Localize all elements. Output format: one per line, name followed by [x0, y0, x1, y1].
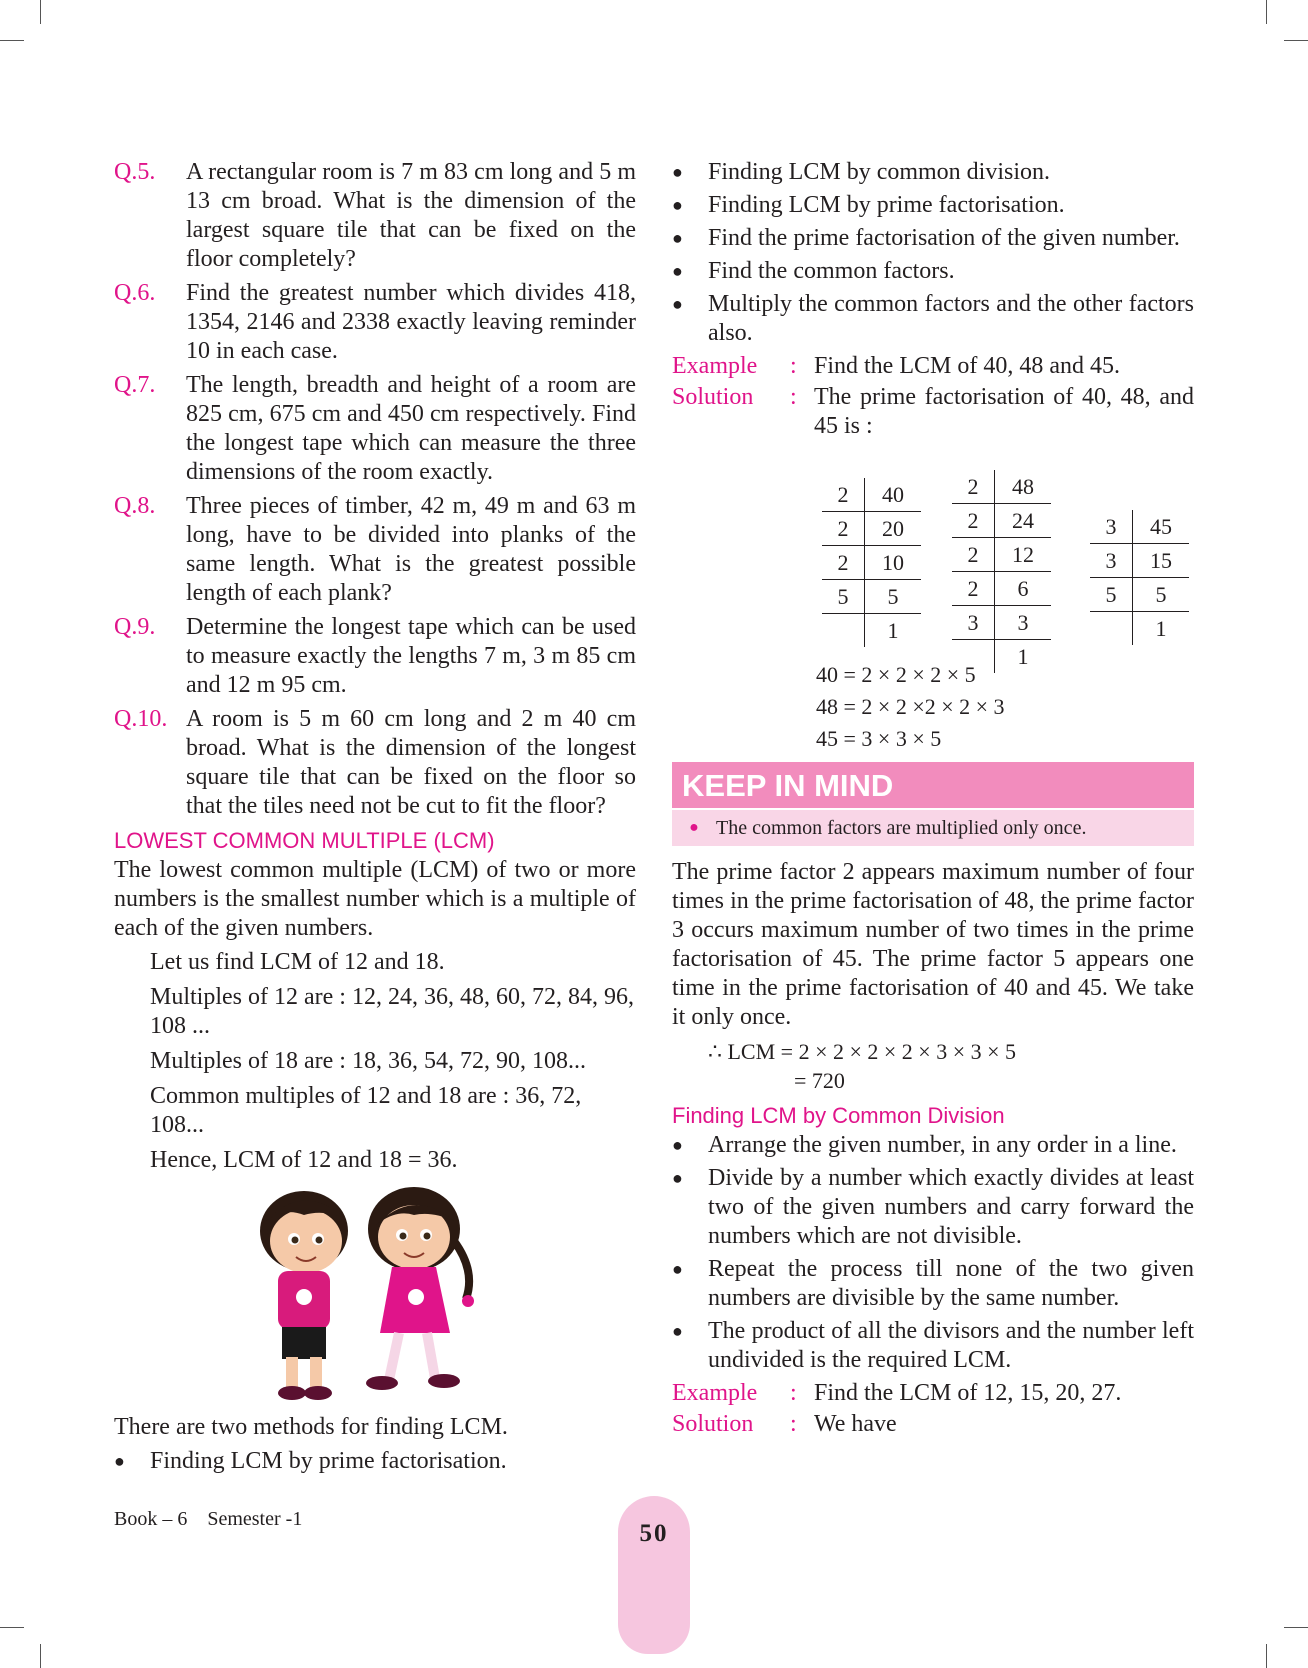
question-number: Q.10. [114, 706, 168, 732]
semester-label: Semester -1 [207, 1508, 303, 1530]
bullet-text: Find the common factors. [708, 258, 955, 284]
quotient: 3 [995, 606, 1052, 640]
factor-table-45 [1090, 510, 1189, 645]
bullet-item: ● Finding LCM by prime factorisation. [672, 191, 1194, 220]
question-number: Q.9. [114, 614, 156, 640]
quotient: 5 [1133, 578, 1190, 612]
right-column [672, 158, 1194, 1437]
quotient: 40 [865, 478, 922, 512]
divisor [1090, 612, 1133, 646]
keep-in-mind-box [672, 762, 1194, 846]
keep-in-mind-title: KEEP IN MIND [672, 762, 1194, 808]
bullet-text: Divide by a number which exactly divides at least two of the given numbers and carry forward the numbers which are not divisible. [708, 1165, 1194, 1249]
factor-table-40 [822, 478, 921, 647]
divisor: 2 [822, 546, 865, 580]
divisor: 5 [1090, 578, 1133, 612]
crop-mark [40, 1644, 41, 1668]
crop-mark [0, 40, 24, 41]
methods-intro: There are two methods for finding LCM. [114, 1414, 508, 1440]
colon: : [790, 384, 797, 410]
divisor [822, 614, 865, 648]
quotient: 45 [1133, 510, 1190, 544]
divisor: 3 [1090, 510, 1133, 544]
lcm-line: Let us find LCM of 12 and 18. [150, 949, 445, 975]
question [114, 158, 636, 274]
lcm-heading: LOWEST COMMON MULTIPLE (LCM) [114, 828, 495, 853]
bullet-item: ● Finding LCM by common division. [672, 158, 1194, 187]
crop-mark [1284, 40, 1308, 41]
lcm-line: Multiples of 18 are : 18, 36, 54, 72, 90, 108... [150, 1048, 586, 1074]
crop-mark [1284, 1627, 1308, 1628]
book-label: Book – 6 [114, 1508, 188, 1530]
divisor: 2 [952, 504, 995, 538]
crop-mark [1266, 0, 1267, 24]
question-number: Q.7. [114, 372, 156, 398]
bullet-text: The product of all the divisors and the number left undivided is the required LCM. [708, 1318, 1194, 1373]
solution-row [672, 1410, 1194, 1439]
question-text: A room is 5 m 60 cm long and 2 m 40 cm broad. What is the dimension of the longest square tile that can be fixed on the floor so that the tiles need not be cut to fit the floor? [186, 706, 636, 819]
result-line: = 720 [794, 1068, 845, 1093]
divisor: 2 [952, 572, 995, 606]
question-text: The length, breadth and height of a room are 825 cm, 675 cm and 450 cm respectively. Find the longest tape which can measure the three dimensions of the room exactly. [186, 372, 636, 485]
example-row [672, 1379, 1194, 1408]
crop-mark [1266, 1644, 1267, 1668]
bullet-item: ● Multiply the common factors and the other factors also. [672, 291, 1194, 346]
example-label: Example [672, 1380, 758, 1406]
bullet-text: Repeat the process till none of the two given numbers are divisible by the same number. [708, 1256, 1194, 1311]
solution-label: Solution [672, 1411, 754, 1437]
crop-mark [40, 0, 41, 24]
example-row [672, 352, 1194, 381]
quotient: 48 [995, 470, 1052, 504]
kids-illustration [114, 1181, 636, 1413]
solution-text: The prime factorisation of 40, 48, and 45 is : [814, 384, 1194, 439]
bullet-text: Finding LCM by common division. [708, 159, 1051, 185]
bullet-item: ● Repeat the process till none of the two given numbers are divisible by the same number. [672, 1256, 1194, 1311]
question-number: Q.6. [114, 280, 156, 306]
left-column [114, 158, 636, 1480]
example-label: Example [672, 353, 758, 379]
divisor: 2 [822, 512, 865, 546]
quotient: 12 [995, 538, 1052, 572]
equation: 40 = 2 × 2 × 2 × 5 [816, 662, 976, 687]
bullet-text: Finding LCM by prime factorisation. [708, 192, 1065, 218]
quotient: 1 [1155, 616, 1167, 641]
solution-text: We have [814, 1411, 897, 1437]
explanation-paragraph: The prime factor 2 appears maximum number of four times in the prime factorisation of 48, the prime factor 3 occurs maximum number of two times in the prime factorisation of 45. The prime factor 5 appears one time in the prime factorisation of 40 and 45. We take it only once. [672, 859, 1194, 1030]
quotient: 1 [887, 618, 899, 643]
example-text: Find the LCM of 40, 48 and 45. [814, 353, 1120, 379]
bullet-text: Arrange the given number, in any order in a line. [708, 1132, 1177, 1158]
question-number: Q.8. [114, 493, 156, 519]
question-text: Three pieces of timber, 42 m, 49 m and 63 m long, have to be divided into planks of the same length. What is the greatest possible length of each plank? [186, 493, 636, 606]
lcm-line: Hence, LCM of 12 and 18 = 36. [150, 1147, 458, 1173]
quotient: 24 [995, 504, 1052, 538]
bullet-item: ● Finding LCM by prime factorisation. [114, 1447, 636, 1476]
bullet-item: ● Divide by a number which exactly divides at least two of the given numbers and carry forward the numbers which are not divisible. [672, 1165, 1194, 1249]
question [114, 613, 636, 700]
page-number: 50 [639, 1520, 669, 1547]
bullet-text: Find the prime factorisation of the given number. [708, 225, 1180, 251]
divisor: 2 [952, 470, 995, 504]
bullet-icon: ● [689, 819, 699, 836]
quotient: 6 [995, 572, 1052, 606]
footer [114, 1508, 302, 1531]
question-number: Q.5. [114, 159, 156, 185]
divisor: 2 [952, 538, 995, 572]
divisor: 2 [822, 478, 865, 512]
colon: : [790, 1380, 797, 1406]
question-text: Determine the longest tape which can be used to measure exactly the lengths 7 m, 3 m 85 cm and 12 m 95 cm. [186, 614, 636, 698]
quotient: 15 [1133, 544, 1190, 578]
question-text: A rectangular room is 7 m 83 cm long and 5 m 13 cm broad. What is the dimension of the largest square tile that can be fixed on the floor completely? [186, 159, 636, 272]
quotient: 20 [865, 512, 922, 546]
equation: 45 = 3 × 3 × 5 [816, 726, 942, 751]
girl-illustration [366, 1187, 474, 1390]
question-text: Find the greatest number which divides 418, 1354, 2146 and 2338 exactly leaving reminder 10 in each case. [186, 280, 636, 364]
keep-in-mind-body [672, 810, 1194, 846]
colon: : [790, 353, 797, 379]
boy-illustration [260, 1191, 348, 1400]
quotient: 5 [865, 580, 922, 614]
crop-mark [0, 1627, 24, 1628]
question [114, 705, 636, 821]
bullet-item: ● Find the common factors. [672, 257, 1194, 286]
divisor: 3 [952, 606, 995, 640]
solution-label: Solution [672, 384, 754, 410]
question [114, 371, 636, 487]
keep-in-mind-text: The common factors are multiplied only once. [716, 817, 1087, 839]
factor-table-48 [952, 470, 1051, 673]
lcm-line: Multiples of 12 are : 12, 24, 36, 48, 60, 72, 84, 96, 108 ... [150, 984, 634, 1039]
bullet-item: ● The product of all the divisors and the number left undivided is the required LCM. [672, 1318, 1194, 1373]
bullet-text: Multiply the common factors and the other factors also. [708, 291, 1194, 346]
result-line: ∴ LCM = 2 × 2 × 2 × 2 × 3 × 3 × 5 [708, 1039, 1017, 1064]
lcm-definition: The lowest common multiple (LCM) of two or more numbers is the smallest number which is a multiple of each of the given numbers. [114, 857, 636, 941]
lcm-line: Common multiples of 12 and 18 are : 36, 72, 108... [150, 1083, 582, 1138]
divisor: 3 [1090, 544, 1133, 578]
common-division-heading: Finding LCM by Common Division [672, 1103, 1005, 1128]
bullet-item: ● Arrange the given number, in any order in a line. [672, 1131, 1194, 1160]
question [114, 279, 636, 366]
quotient: 10 [865, 546, 922, 580]
bullet-item: ● Find the prime factorisation of the given number. [672, 224, 1194, 253]
equation: 48 = 2 × 2 ×2 × 2 × 3 [816, 694, 1005, 719]
quotient: 1 [1017, 644, 1029, 669]
divisor: 5 [822, 580, 865, 614]
solution-row [672, 383, 1194, 441]
bullet-text: Finding LCM by prime factorisation. [150, 1448, 507, 1474]
question [114, 492, 636, 608]
example-text: Find the LCM of 12, 15, 20, 27. [814, 1380, 1122, 1406]
colon: : [790, 1411, 797, 1437]
